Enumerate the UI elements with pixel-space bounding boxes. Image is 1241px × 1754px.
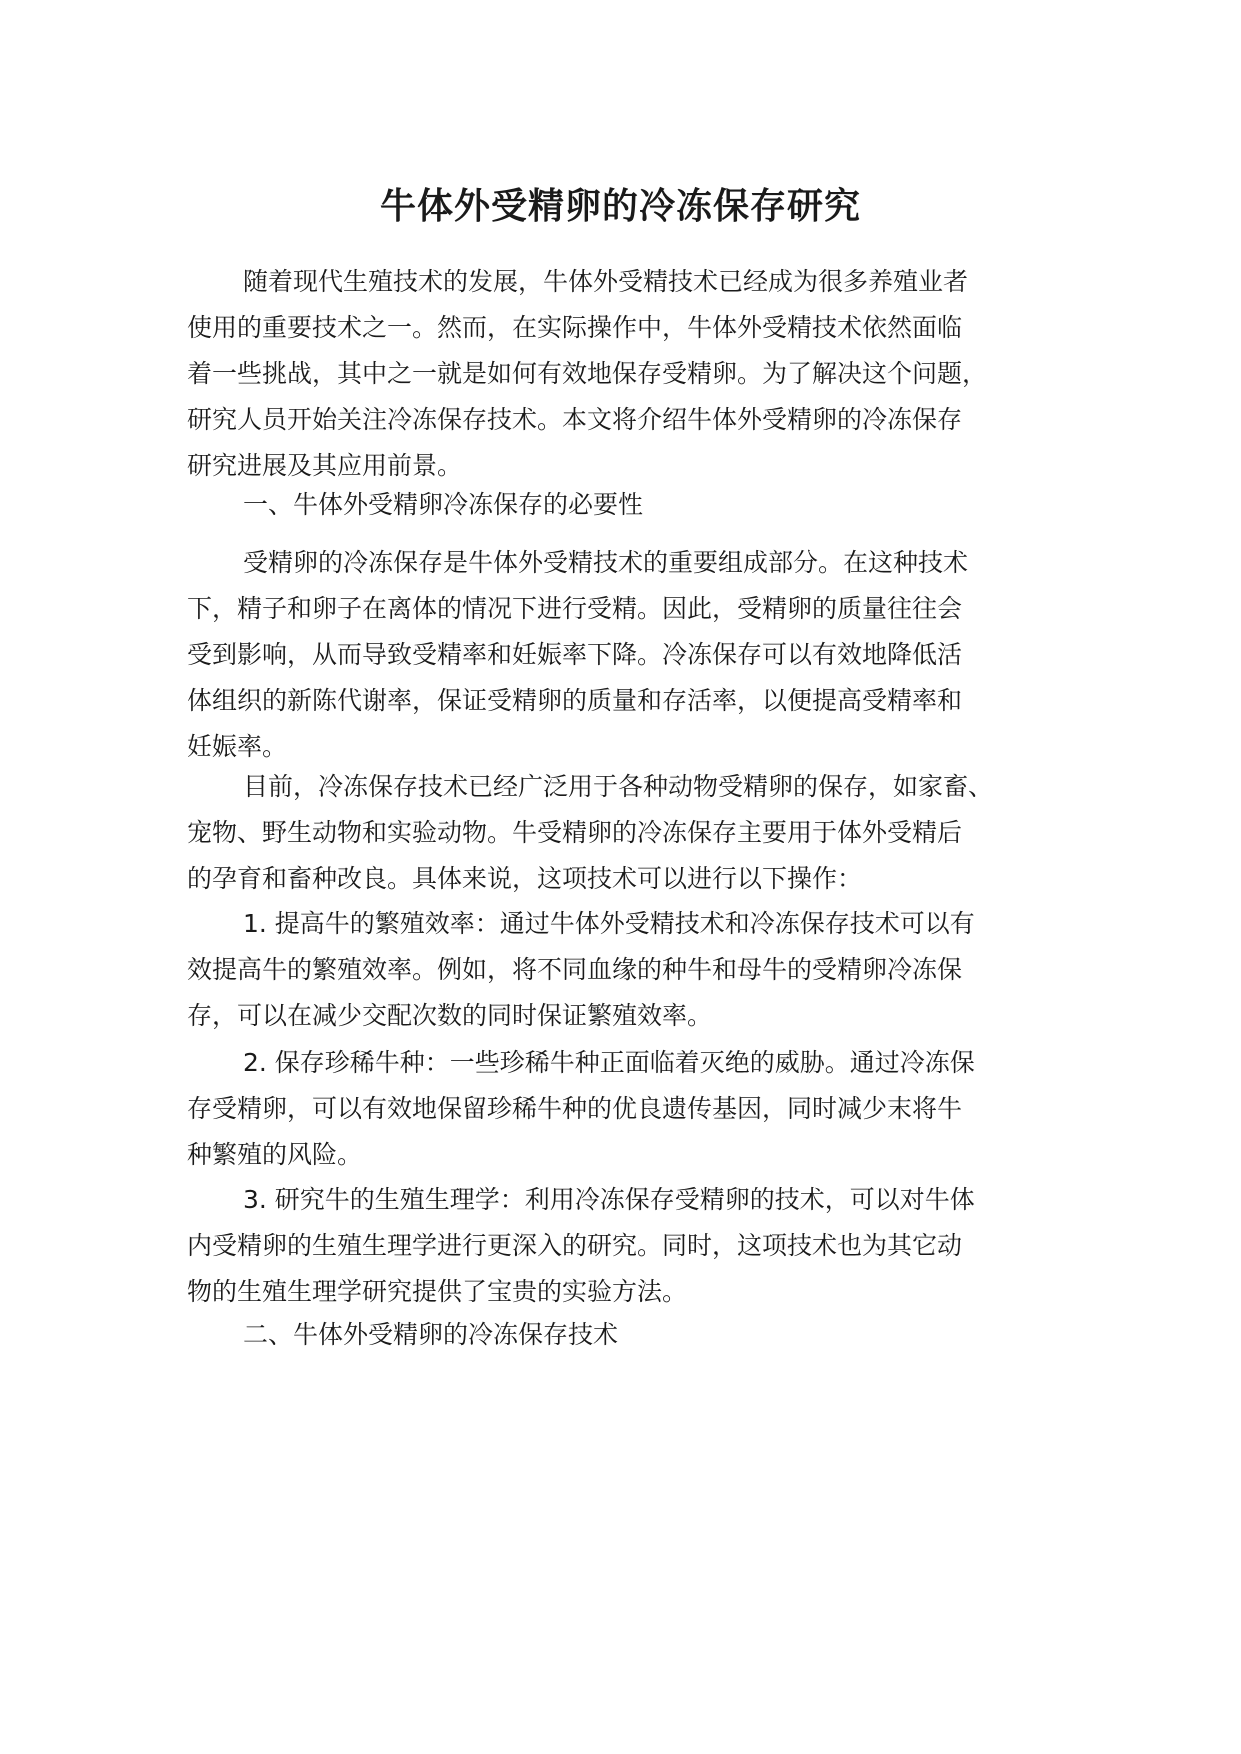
section-heading-1 — [187, 482, 1087, 528]
list-item-3 — [187, 1177, 1087, 1315]
paragraph-line: 存受精卵，可以有效地保留珍稀牛种的优良遗传基因，同时减少末将牛 — [187, 1094, 963, 1123]
paragraph-line: 内受精卵的生殖生理学进行更深入的研究。同时，这项技术也为其它动 — [187, 1231, 963, 1260]
paragraph-current-use — [187, 764, 1087, 902]
paragraph-line: 的孕育和畜种改良。具体来说，这项技术可以进行以下操作： — [187, 864, 863, 893]
paragraph-line: 研究人员开始关注冷冻保存技术。本文将介绍牛体外受精卵的冷冻保存 — [187, 405, 963, 434]
section-heading-line: 二、牛体外受精卵的冷冻保存技术 — [243, 1320, 619, 1349]
paragraph-line: 使用的重要技术之一。然而，在实际操作中，牛体外受精技术依然面临 — [187, 313, 963, 342]
paragraph-line: 随着现代生殖技术的发展，牛体外受精技术已经成为很多养殖业者 — [243, 267, 969, 296]
section-heading-2 — [187, 1312, 1087, 1358]
paragraph-line: 种繁殖的风险。 — [187, 1140, 363, 1169]
paragraph-line: 受到影响，从而导致受精率和妊娠率下降。冷冻保存可以有效地降低活 — [187, 640, 963, 669]
paragraph-line: 受精卵的冷冻保存是牛体外受精技术的重要组成部分。在这种技术 — [243, 548, 969, 577]
paragraph-line: 着一些挑战，其中之一就是如何有效地保存受精卵。为了解决这个问题， — [187, 359, 988, 388]
paragraph-necessity — [187, 540, 1087, 770]
paragraph-line: 1. 提高牛的繁殖效率：通过牛体外受精技术和冷冻保存技术可以有 — [243, 909, 975, 938]
paragraph-line: 3. 研究牛的生殖生理学：利用冷冻保存受精卵的技术，可以对牛体 — [243, 1185, 975, 1214]
paragraph-line: 目前，冷冻保存技术已经广泛用于各种动物受精卵的保存，如家畜、 — [243, 772, 994, 801]
paragraph-intro — [187, 259, 1087, 489]
paragraph-line: 物的生殖生理学研究提供了宝贵的实验方法。 — [187, 1277, 688, 1306]
list-item-1 — [187, 901, 1087, 1039]
paragraph-line: 宠物、野生动物和实验动物。牛受精卵的冷冻保存主要用于体外受精后 — [187, 818, 963, 847]
paragraph-line: 研究进展及其应用前景。 — [187, 451, 463, 480]
paragraph-line: 存，可以在减少交配次数的同时保证繁殖效率。 — [187, 1001, 713, 1030]
list-item-2 — [187, 1040, 1087, 1178]
paragraph-line: 妊娠率。 — [187, 732, 288, 761]
section-heading-line: 一、牛体外受精卵冷冻保存的必要性 — [243, 490, 644, 519]
paragraph-line: 体组织的新陈代谢率，保证受精卵的质量和存活率，以便提高受精率和 — [187, 686, 963, 715]
paragraph-line: 效提高牛的繁殖效率。例如，将不同血缘的种牛和母牛的受精卵冷冻保 — [187, 955, 963, 984]
document-title: 牛体外受精卵的冷冻保存研究 — [379, 186, 861, 227]
paragraph-line: 2. 保存珍稀牛种：一些珍稀牛种正面临着灭绝的威胁。通过冷冻保 — [243, 1048, 975, 1077]
paragraph-line: 下，精子和卵子在离体的情况下进行受精。因此，受精卵的质量往往会 — [187, 594, 963, 623]
